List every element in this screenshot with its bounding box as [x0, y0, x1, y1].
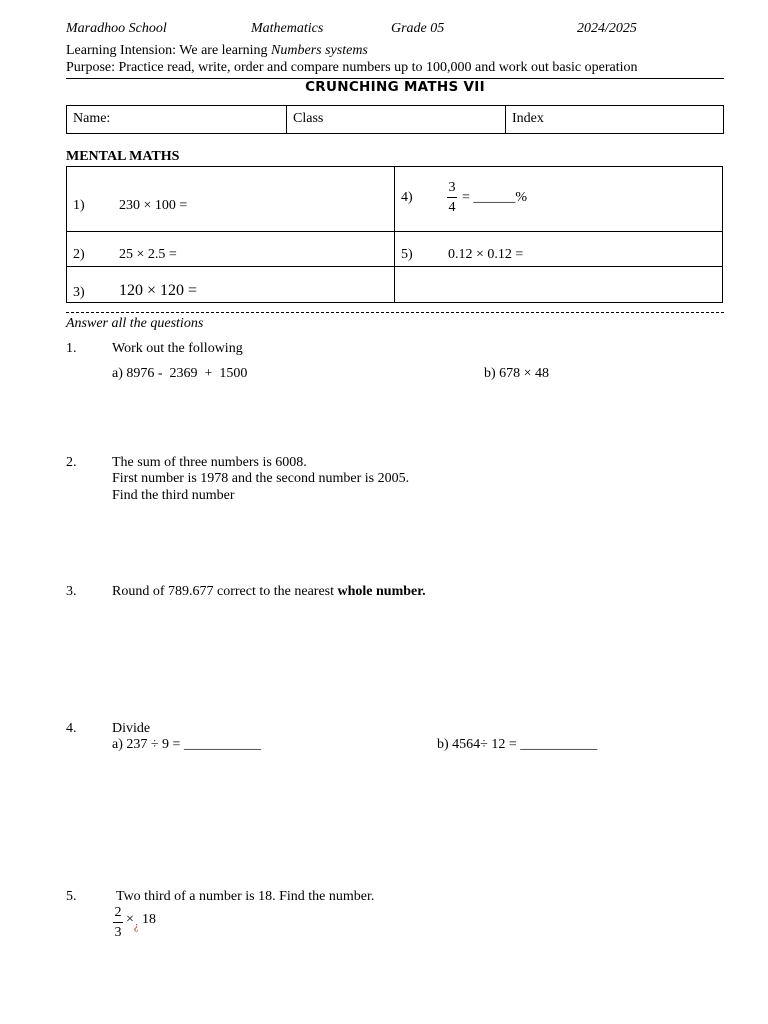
fraction [446, 180, 458, 216]
question-text: Two third of a number is 18. Find the number. [116, 889, 375, 904]
question-part-b: b) 4564÷ 12 = ___________ [437, 737, 598, 752]
fraction-numerator: 3 [448, 180, 456, 195]
question-number: 4. [66, 721, 77, 736]
grade: Grade 05 [391, 21, 445, 36]
question-part-a: a) 237 ÷ 9 = ___________ [112, 737, 261, 752]
question-text: Work out the following [112, 341, 243, 356]
mental-item-number: 5) [401, 247, 413, 262]
learning-intention-topic: Numbers systems [271, 43, 368, 58]
class-cell [286, 105, 506, 134]
fraction-denominator: 3 [114, 925, 122, 940]
fraction-numerator: 2 [114, 905, 122, 920]
purpose: Purpose: Practice read, write, order and compare numbers up to 100,000 and work out basic operation [66, 60, 638, 75]
question-number: 5. [66, 889, 77, 904]
school-name: Maradhoo School [66, 21, 167, 36]
mental-item-number: 4) [401, 190, 413, 205]
fraction-bar [113, 922, 123, 923]
mental-item-expression: 230 × 100 = [119, 198, 188, 213]
multiply-operator: × [126, 912, 134, 927]
question-text-line: Find the third number [112, 488, 235, 503]
mental-item-expression: 25 × 2.5 = [119, 247, 177, 262]
question-text-bold: whole number. [337, 584, 426, 599]
mental-item-number: 1) [73, 198, 85, 213]
work-value: 18 [142, 912, 156, 927]
academic-year: 2024/2025 [577, 21, 637, 36]
mental-cell-4 [394, 166, 723, 232]
fraction [112, 905, 124, 941]
mental-maths-heading: MENTAL MATHS [66, 149, 180, 164]
question-text-plain: Round of 789.677 correct to the nearest [112, 584, 338, 599]
question-part-a: a) 8976 - 2369 + 1500 [112, 366, 248, 381]
index-cell [505, 105, 724, 134]
index-label: Index [512, 111, 544, 126]
section-divider [66, 312, 724, 313]
mental-cell-3 [66, 266, 395, 303]
question-number: 3. [66, 584, 77, 599]
class-label: Class [293, 111, 324, 126]
question-text-line: The sum of three numbers is 6008. [112, 455, 307, 470]
fraction-denominator: 4 [448, 200, 456, 215]
mental-cell-empty [394, 266, 723, 303]
mental-item-number: 2) [73, 247, 85, 262]
question-number: 1. [66, 341, 77, 356]
mental-item-expression: = ______% [462, 190, 528, 205]
worksheet-title: CRUNCHING MATHS VII [305, 79, 485, 95]
question-number: 2. [66, 455, 77, 470]
instructions: Answer all the questions [66, 316, 204, 331]
question-text [112, 584, 426, 600]
fraction-bar [447, 197, 457, 198]
question-text-line: First number is 1978 and the second number is 2005. [112, 471, 410, 486]
mental-cell-5 [394, 231, 723, 267]
mental-item-expression: 0.12 × 0.12 = [448, 247, 524, 262]
subject: Mathematics [251, 21, 324, 36]
placeholder-mark: ¿ [134, 921, 139, 932]
mental-item-number: 3) [73, 285, 85, 300]
name-label: Name: [73, 111, 111, 126]
question-part-b: b) 678 × 48 [484, 366, 550, 381]
learning-intention-label: Learning Intension: We are learning [66, 43, 272, 58]
name-cell [66, 105, 287, 134]
mental-item-expression: 120 × 120 = [119, 282, 198, 299]
mental-cell-1 [66, 166, 395, 232]
learning-intention [66, 43, 368, 59]
mental-cell-2 [66, 231, 395, 267]
question-text: Divide [112, 721, 151, 736]
